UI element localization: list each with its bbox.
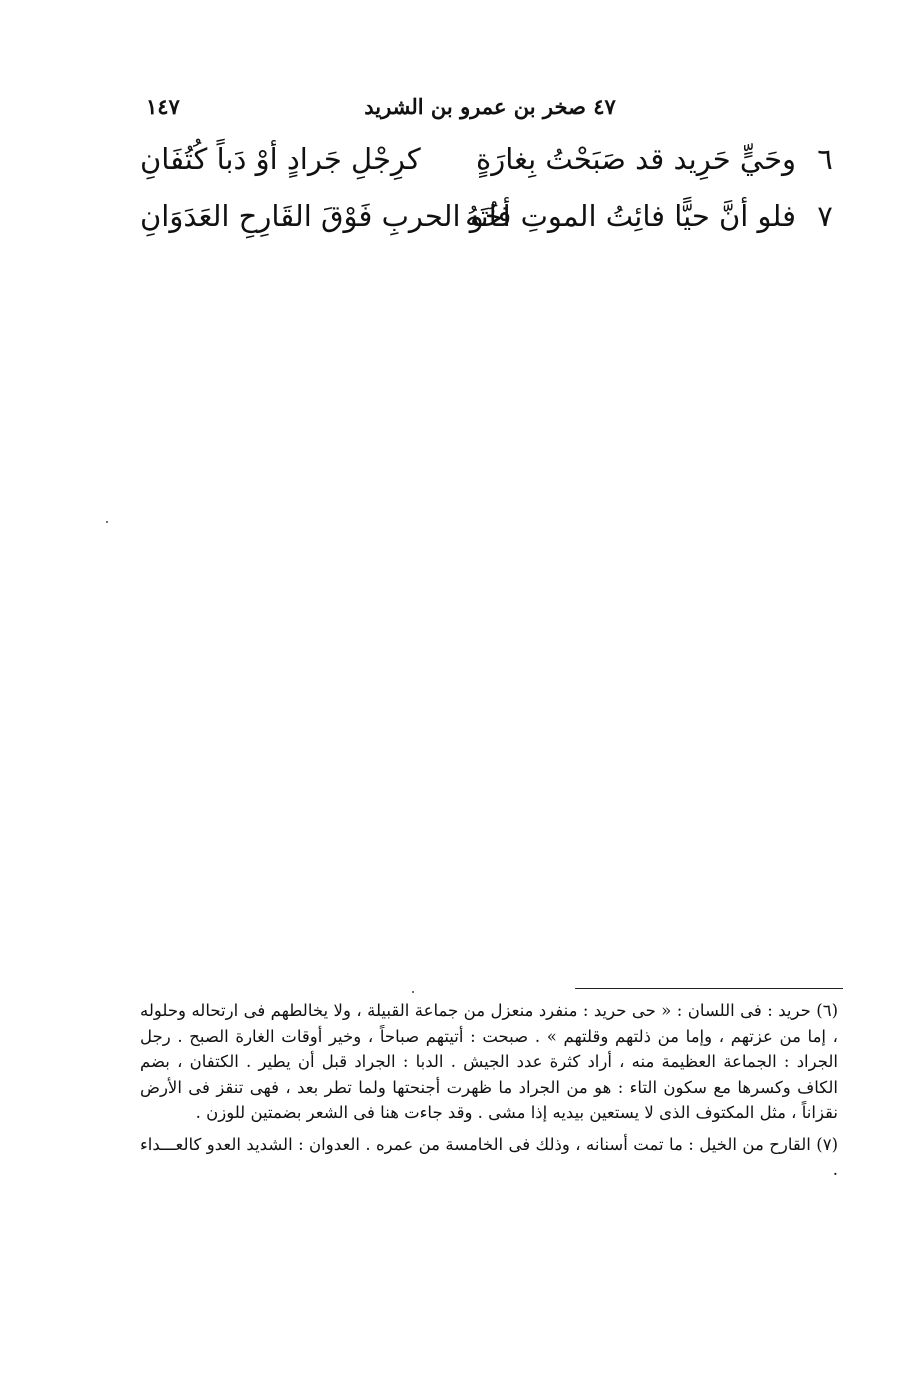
verse-line xyxy=(140,142,840,192)
verse-first-hemistich: وحَيٍّ حَرِيد قد صَبَحْتُ بِغارَةٍ xyxy=(476,142,796,176)
verse-second-hemistich: كرِجْلِ جَرادٍ أوْ دَباً كُتُفَانِ xyxy=(140,142,421,176)
footnote-6: (٦) حريد : فى اللسان : « حى حريد : منفرد منعزل من جماعة القبيلة ، ولا يخالطهم فى ارتحاله وحلوله ، إما من عزتهم ، وإما من ذلتهم وقلتهم » . صبحت : أتيتهم صباحاً ، وخير أوقات الغارة الصبح . رجل الجراد : الجماعة العظيمة منه ، أراد كثرة عدد الجيش . الدبا : الجراد قبل أن يطير . الكتفان ، بضم الكاف وكسرها مع سكون التاء : هو من الجراد ما ظهرت أجنحتها ولما تطر بعد ، فهى تنقز فى الأرض نقزاناً ، مثل المكتوف الذى لا يستعين بيديه إذا مشى . وقد جاءت هنا فى الشعر بضمتين للوزن . xyxy=(140,1001,838,1122)
footnote-7: (٧) القارح من الخيل : ما تمت أسنانه ، وذلك فى الخامسة من عمره . العدوان : الشديد العدو كالعـــداء . xyxy=(140,1134,838,1179)
running-title: ٤٧ صخر بن عمرو بن الشريد xyxy=(364,94,616,119)
page-number: ١٤٧ xyxy=(146,94,180,119)
footnote-separator xyxy=(575,988,843,989)
paper-speck xyxy=(106,521,108,523)
verse-number: ٧ xyxy=(817,199,833,233)
verse-first-hemistich: فلو أنَّ حيًّا فائِتُ الموتِ فاتَهُ xyxy=(465,199,796,233)
verse-line xyxy=(140,199,840,249)
paper-speck xyxy=(412,991,414,993)
page-header xyxy=(140,92,840,126)
footnotes xyxy=(140,998,838,1189)
verse-second-hemistich: أخُو الحربِ فَوْقَ القَارِحِ العَدَوَانِ xyxy=(140,199,511,233)
verse-number: ٦ xyxy=(817,142,833,176)
